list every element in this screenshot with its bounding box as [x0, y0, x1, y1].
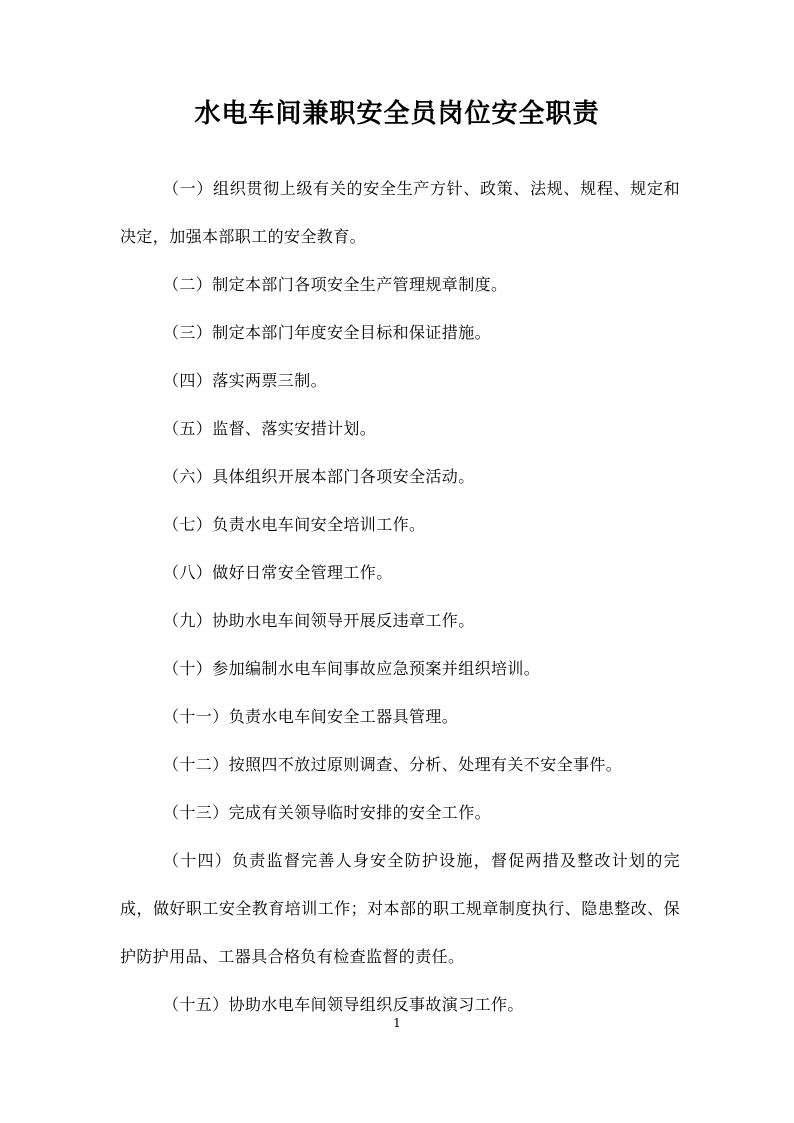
paragraph-2: （二）制定本部门各项安全生产管理规章制度。 [163, 275, 508, 294]
paragraph-15: （十五）协助水电车间领导组织反事故演习工作。 [163, 995, 524, 1014]
page-number: 1 [393, 1016, 401, 1030]
paragraph-11: （十一）负责水电车间安全工器具管理。 [163, 707, 459, 726]
paragraph-6: （六）具体组织开展本部门各项安全活动。 [163, 467, 475, 486]
paragraph-12: （十二）按照四不放过原则调查、分析、处理有关不安全事件。 [163, 755, 623, 774]
paragraph-8: （八）做好日常安全管理工作。 [163, 563, 393, 582]
paragraph-9: （九）协助水电车间领导开展反违章工作。 [163, 611, 475, 630]
paragraph-3: （三）制定本部门年度安全目标和保证措施。 [163, 323, 492, 342]
paragraph-7: （七）负责水电车间安全培训工作。 [163, 515, 426, 534]
paragraph-1: （一）组织贯彻上级有关的安全生产方针、政策、法规、规程、规定和决定，加强本部职工的安全教育。 [120, 179, 680, 246]
paragraph-5: （五）监督、落实安措计划。 [163, 419, 377, 438]
paragraph-13: （十三）完成有关领导临时安排的安全工作。 [163, 803, 492, 822]
paragraph-14: （十四）负责监督完善人身安全防护设施，督促两措及整改计划的完成，做好职工安全教育培训工作；对本部的职工规章制度执行、隐患整改、保护防护用品、工器具合格负有检查监督的责任。 [120, 851, 680, 966]
paragraph-4: （四）落实两票三制。 [163, 371, 328, 390]
paragraph-10: （十）参加编制水电车间事故应急预案并组织培训。 [163, 659, 541, 678]
document-title: 水电车间兼职安全员岗位安全职责 [194, 99, 600, 129]
